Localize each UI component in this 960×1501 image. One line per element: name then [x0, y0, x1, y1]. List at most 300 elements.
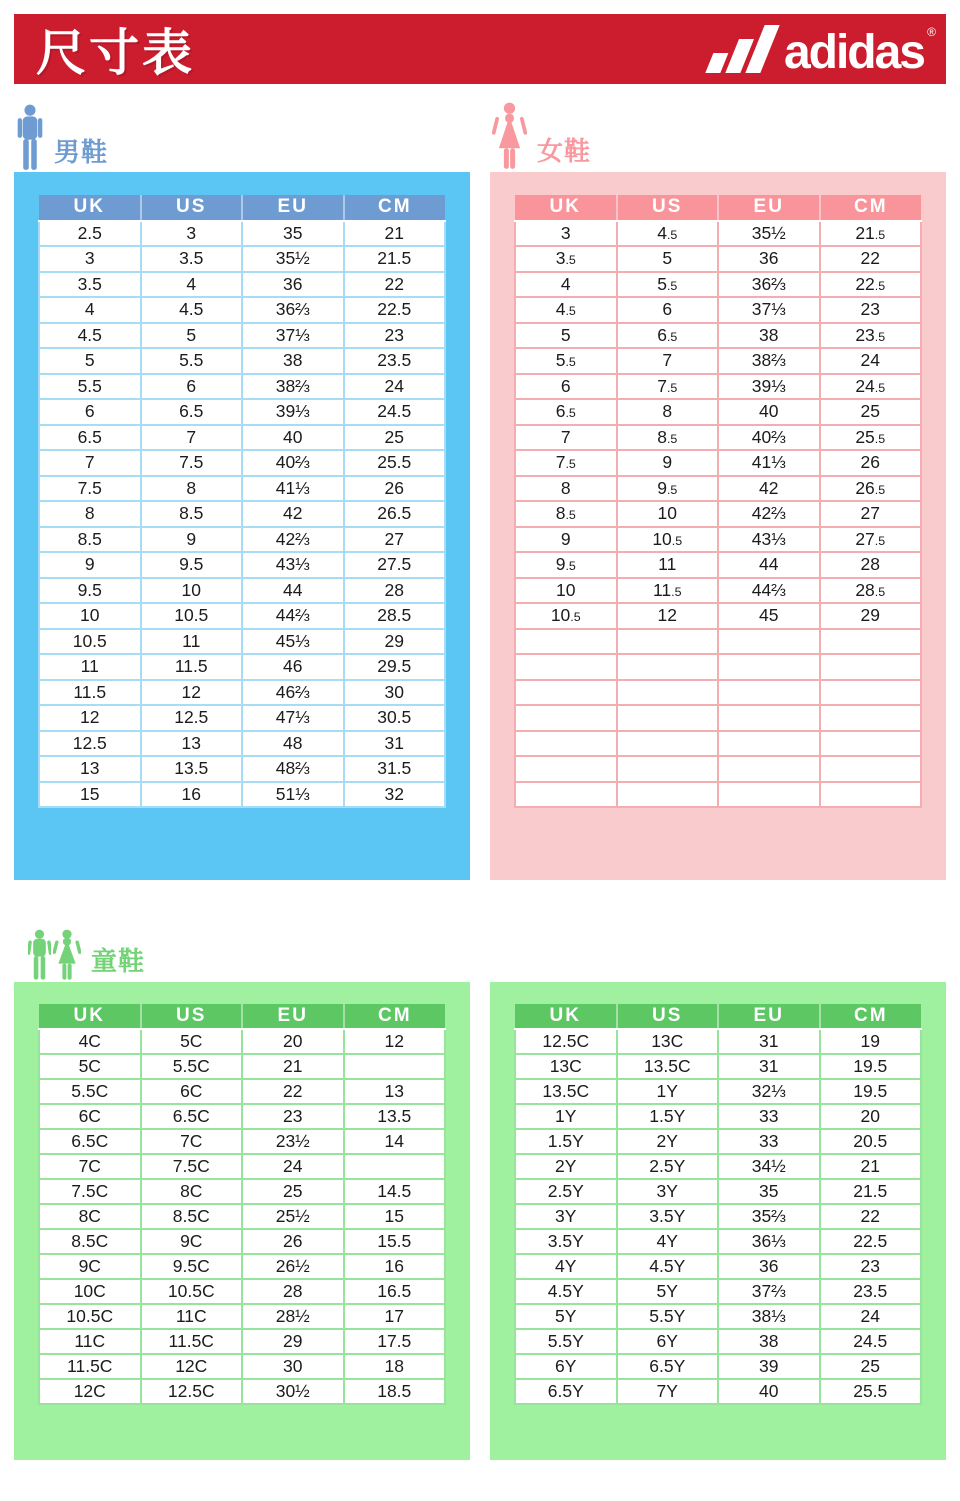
size-cell: 29	[820, 603, 922, 629]
size-cell: 25.5	[820, 1379, 922, 1404]
size-cell: 11	[39, 654, 141, 680]
size-cell: 26	[242, 1229, 344, 1254]
size-cell: 9.5	[39, 578, 141, 604]
size-row	[515, 297, 921, 323]
size-cell: 4.5	[141, 297, 243, 323]
column-header-uk: UK	[515, 1004, 617, 1029]
size-cell: 26.5	[344, 501, 446, 527]
size-cell: 30	[344, 680, 446, 706]
size-cell: 42	[242, 501, 344, 527]
empty-cell	[344, 1154, 446, 1179]
size-cell: 40	[718, 399, 820, 425]
size-cell: 35½	[242, 246, 344, 272]
size-row	[39, 1029, 445, 1054]
size-cell: 5.5	[141, 348, 243, 374]
size-cell: 5Y	[515, 1304, 617, 1329]
size-cell: 13.5C	[617, 1054, 719, 1079]
size-cell: 7	[39, 450, 141, 476]
size-cell: 17	[344, 1304, 446, 1329]
size-row	[39, 578, 445, 604]
size-cell: 39	[718, 1354, 820, 1379]
size-cell: 3.5Y	[617, 1204, 719, 1229]
size-cell: 10.5	[141, 603, 243, 629]
empty-cell	[617, 782, 719, 808]
size-cell: 42	[718, 476, 820, 502]
size-cell: 22	[344, 272, 446, 298]
size-cell: 17.5	[344, 1329, 446, 1354]
size-cell: 11C	[39, 1329, 141, 1354]
size-cell: 35⅔	[718, 1204, 820, 1229]
size-cell: 6.5C	[39, 1129, 141, 1154]
size-row	[39, 501, 445, 527]
size-row	[515, 1179, 921, 1204]
size-cell: 12C	[39, 1379, 141, 1404]
size-cell: 28	[820, 552, 922, 578]
size-cell: 14.5	[344, 1179, 446, 1204]
size-cell: 6.5	[515, 399, 617, 425]
size-cell: 15	[39, 782, 141, 808]
size-cell: 5.5	[515, 348, 617, 374]
size-cell: 23	[820, 1254, 922, 1279]
size-row	[515, 1304, 921, 1329]
size-row	[515, 1079, 921, 1104]
empty-row	[515, 680, 921, 706]
size-row	[39, 654, 445, 680]
size-cell: 15.5	[344, 1229, 446, 1254]
size-cell: 24	[820, 348, 922, 374]
size-cell: 6	[141, 374, 243, 400]
size-cell: 7.5C	[141, 1154, 243, 1179]
size-cell: 8.5	[515, 501, 617, 527]
empty-cell	[617, 680, 719, 706]
size-cell: 20.5	[820, 1129, 922, 1154]
size-cell: 18.5	[344, 1379, 446, 1404]
size-row	[39, 399, 445, 425]
size-cell: 13.5C	[515, 1079, 617, 1104]
size-cell: 12.5C	[141, 1379, 243, 1404]
size-cell: 40	[718, 1379, 820, 1404]
kids-size-table-left	[38, 1004, 446, 1405]
empty-cell	[617, 705, 719, 731]
size-cell: 36⅔	[242, 297, 344, 323]
size-cell: 3	[141, 221, 243, 247]
empty-cell	[617, 654, 719, 680]
size-cell: 38⅔	[242, 374, 344, 400]
size-row	[515, 1329, 921, 1354]
size-row	[515, 1354, 921, 1379]
size-row	[515, 1054, 921, 1079]
size-cell: 46	[242, 654, 344, 680]
size-cell: 43⅓	[242, 552, 344, 578]
size-cell: 12.5C	[515, 1029, 617, 1054]
size-row	[39, 1054, 445, 1079]
size-cell: 5C	[39, 1054, 141, 1079]
size-cell: 13C	[617, 1029, 719, 1054]
size-cell: 3.5	[39, 272, 141, 298]
size-row	[39, 323, 445, 349]
size-cell: 5.5	[617, 272, 719, 298]
column-header-us: US	[617, 1004, 719, 1029]
adidas-stripes-icon	[705, 25, 779, 73]
size-cell: 24.5	[344, 399, 446, 425]
size-row	[39, 221, 445, 247]
size-cell: 46⅔	[242, 680, 344, 706]
size-cell: 11.5	[141, 654, 243, 680]
size-cell: 27	[820, 501, 922, 527]
size-cell: 22.5	[344, 297, 446, 323]
size-cell: 9.5	[617, 476, 719, 502]
size-cell: 1.5Y	[515, 1129, 617, 1154]
size-row	[515, 425, 921, 451]
size-cell: 7	[617, 348, 719, 374]
size-cell: 33	[718, 1104, 820, 1129]
size-cell: 3	[515, 221, 617, 247]
size-cell: 5.5Y	[617, 1304, 719, 1329]
size-cell: 45⅓	[242, 629, 344, 655]
size-row	[515, 1129, 921, 1154]
size-cell: 23	[820, 297, 922, 323]
size-cell: 16	[141, 782, 243, 808]
adidas-wordmark-wrap	[783, 24, 936, 79]
size-cell: 35½	[718, 221, 820, 247]
size-cell: 1.5Y	[617, 1104, 719, 1129]
empty-cell	[515, 629, 617, 655]
size-cell: 38⅔	[718, 348, 820, 374]
size-cell: 8.5	[141, 501, 243, 527]
column-header-us: US	[617, 195, 719, 221]
size-cell: 15	[344, 1204, 446, 1229]
size-cell: 31	[718, 1029, 820, 1054]
size-cell: 22	[820, 246, 922, 272]
size-row	[39, 552, 445, 578]
size-cell: 1Y	[617, 1079, 719, 1104]
empty-cell	[820, 654, 922, 680]
size-cell: 25	[820, 399, 922, 425]
size-row	[515, 501, 921, 527]
size-cell: 13.5	[344, 1104, 446, 1129]
kids-icon	[28, 929, 81, 982]
empty-cell	[515, 705, 617, 731]
size-cell: 8	[617, 399, 719, 425]
header-row	[39, 1004, 445, 1029]
size-cell: 23	[344, 323, 446, 349]
size-row	[39, 1279, 445, 1304]
size-cell: 8.5	[39, 527, 141, 553]
size-cell: 21.5	[820, 1179, 922, 1204]
size-cell: 27.5	[820, 527, 922, 553]
kids-section-header	[28, 929, 145, 982]
size-cell: 4Y	[617, 1229, 719, 1254]
size-cell: 40⅔	[242, 450, 344, 476]
man-icon	[16, 104, 44, 173]
adidas-wordmark: adidas	[783, 25, 924, 79]
size-cell: 9C	[141, 1229, 243, 1254]
column-header-eu: EU	[242, 195, 344, 221]
size-row	[515, 374, 921, 400]
size-row	[39, 297, 445, 323]
empty-cell	[820, 629, 922, 655]
empty-cell	[820, 680, 922, 706]
size-cell: 21	[820, 1154, 922, 1179]
empty-row	[515, 756, 921, 782]
empty-row	[515, 731, 921, 757]
size-cell: 48⅔	[242, 756, 344, 782]
women-size-table	[514, 195, 922, 808]
size-cell: 4	[515, 272, 617, 298]
column-header-uk: UK	[39, 1004, 141, 1029]
size-cell: 38⅓	[718, 1304, 820, 1329]
size-cell: 12C	[141, 1354, 243, 1379]
size-cell: 5	[141, 323, 243, 349]
size-row	[39, 782, 445, 808]
size-cell: 7.5C	[39, 1179, 141, 1204]
size-row	[515, 272, 921, 298]
kids-size-table-right	[514, 1004, 922, 1405]
size-cell: 6.5	[39, 425, 141, 451]
size-cell: 7Y	[617, 1379, 719, 1404]
size-row	[515, 1204, 921, 1229]
size-row	[515, 399, 921, 425]
size-cell: 22	[242, 1079, 344, 1104]
size-cell: 40	[242, 425, 344, 451]
size-cell: 29.5	[344, 654, 446, 680]
size-cell: 5	[39, 348, 141, 374]
size-row	[515, 221, 921, 247]
size-cell: 4.5	[617, 221, 719, 247]
size-cell: 32⅓	[718, 1079, 820, 1104]
size-cell: 40⅔	[718, 425, 820, 451]
size-cell: 12	[344, 1029, 446, 1054]
size-cell: 5Y	[617, 1279, 719, 1304]
size-cell: 21.5	[344, 246, 446, 272]
size-cell: 30.5	[344, 705, 446, 731]
column-header-eu: EU	[718, 195, 820, 221]
size-row	[515, 348, 921, 374]
size-cell: 33	[718, 1129, 820, 1154]
size-cell: 14	[344, 1129, 446, 1154]
size-cell: 13	[141, 731, 243, 757]
size-cell: 24	[820, 1304, 922, 1329]
size-cell: 37⅓	[718, 297, 820, 323]
size-cell: 28½	[242, 1304, 344, 1329]
size-row	[39, 1179, 445, 1204]
header-row	[515, 1004, 921, 1029]
size-cell: 21.5	[820, 221, 922, 247]
size-row	[39, 476, 445, 502]
size-row	[39, 1079, 445, 1104]
size-cell: 38	[242, 348, 344, 374]
size-cell: 42⅔	[718, 501, 820, 527]
size-cell: 11.5	[617, 578, 719, 604]
size-cell: 37⅓	[242, 323, 344, 349]
size-row	[515, 450, 921, 476]
size-cell: 30	[242, 1354, 344, 1379]
size-cell: 31	[344, 731, 446, 757]
size-cell: 3	[39, 246, 141, 272]
men-table-panel	[14, 172, 470, 880]
size-cell: 4	[39, 297, 141, 323]
empty-row	[515, 782, 921, 808]
size-row	[39, 272, 445, 298]
size-cell: 43⅓	[718, 527, 820, 553]
column-header-uk: UK	[515, 195, 617, 221]
women-section-header	[492, 102, 591, 172]
size-cell: 7.5	[515, 450, 617, 476]
size-cell: 13	[344, 1079, 446, 1104]
size-cell: 7.5	[141, 450, 243, 476]
size-cell: 26	[820, 450, 922, 476]
size-cell: 39⅓	[718, 374, 820, 400]
size-cell: 6	[39, 399, 141, 425]
size-cell: 28	[344, 578, 446, 604]
size-cell: 4	[141, 272, 243, 298]
size-cell: 11	[617, 552, 719, 578]
size-row	[515, 1379, 921, 1404]
size-cell: 25.5	[344, 450, 446, 476]
size-cell: 23.5	[344, 348, 446, 374]
size-cell: 10	[515, 578, 617, 604]
size-cell: 4.5Y	[515, 1279, 617, 1304]
size-cell: 8.5	[617, 425, 719, 451]
boy-icon	[28, 929, 51, 982]
size-cell: 11.5C	[39, 1354, 141, 1379]
size-cell: 1Y	[515, 1104, 617, 1129]
size-row	[39, 629, 445, 655]
size-cell: 6C	[39, 1104, 141, 1129]
empty-cell	[515, 756, 617, 782]
size-cell: 4.5Y	[617, 1254, 719, 1279]
header-row	[515, 195, 921, 221]
adidas-logo	[715, 23, 936, 79]
size-cell: 5.5Y	[515, 1329, 617, 1354]
size-cell: 8C	[141, 1179, 243, 1204]
column-header-us: US	[141, 1004, 243, 1029]
size-cell: 10.5C	[141, 1279, 243, 1304]
size-cell: 18	[344, 1354, 446, 1379]
size-cell: 41⅓	[718, 450, 820, 476]
size-cell: 9	[39, 552, 141, 578]
size-cell: 27	[344, 527, 446, 553]
size-cell: 29	[242, 1329, 344, 1354]
girl-icon	[53, 929, 81, 982]
size-cell: 36⅔	[718, 272, 820, 298]
empty-cell	[515, 654, 617, 680]
size-cell: 4C	[39, 1029, 141, 1054]
header-row	[39, 195, 445, 221]
size-cell: 5	[617, 246, 719, 272]
size-cell: 2Y	[515, 1154, 617, 1179]
size-row	[515, 1279, 921, 1304]
column-header-cm: CM	[820, 195, 922, 221]
column-header-eu: EU	[718, 1004, 820, 1029]
size-cell: 13.5	[141, 756, 243, 782]
size-cell: 4.5	[515, 297, 617, 323]
size-cell: 10.5	[617, 527, 719, 553]
size-row	[39, 348, 445, 374]
empty-cell	[344, 1054, 446, 1079]
column-header-us: US	[141, 195, 243, 221]
size-cell: 11.5C	[141, 1329, 243, 1354]
size-row	[515, 603, 921, 629]
size-cell: 10	[39, 603, 141, 629]
empty-cell	[515, 731, 617, 757]
size-cell: 41⅓	[242, 476, 344, 502]
size-cell: 6.5	[617, 323, 719, 349]
women-table-panel	[490, 172, 946, 880]
size-cell: 10.5	[515, 603, 617, 629]
size-cell: 27.5	[344, 552, 446, 578]
size-cell: 22	[820, 1204, 922, 1229]
size-cell: 10	[617, 501, 719, 527]
size-cell: 2.5	[39, 221, 141, 247]
size-cell: 44	[718, 552, 820, 578]
empty-cell	[718, 680, 820, 706]
size-cell: 21	[344, 221, 446, 247]
size-row	[39, 1104, 445, 1129]
size-cell: 22.5	[820, 272, 922, 298]
size-row	[515, 1154, 921, 1179]
size-cell: 5.5C	[39, 1079, 141, 1104]
size-cell: 42⅔	[242, 527, 344, 553]
size-row	[515, 578, 921, 604]
size-cell: 6.5Y	[515, 1379, 617, 1404]
size-cell: 23.5	[820, 1279, 922, 1304]
empty-cell	[718, 782, 820, 808]
size-cell: 9.5	[141, 552, 243, 578]
size-cell: 47⅓	[242, 705, 344, 731]
size-cell: 7C	[39, 1154, 141, 1179]
size-cell: 24.5	[820, 374, 922, 400]
size-cell: 9C	[39, 1254, 141, 1279]
size-row	[515, 1229, 921, 1254]
empty-cell	[617, 731, 719, 757]
size-cell: 2.5Y	[617, 1154, 719, 1179]
registered-mark: ®	[927, 24, 936, 39]
size-cell: 51⅓	[242, 782, 344, 808]
size-cell: 38	[718, 1329, 820, 1354]
size-cell: 8.5C	[141, 1204, 243, 1229]
size-cell: 25	[820, 1354, 922, 1379]
size-cell: 6.5C	[141, 1104, 243, 1129]
size-cell: 25	[344, 425, 446, 451]
size-row	[515, 1029, 921, 1054]
size-row	[39, 1254, 445, 1279]
empty-cell	[820, 705, 922, 731]
size-row	[39, 1129, 445, 1154]
size-cell: 36⅓	[718, 1229, 820, 1254]
empty-cell	[718, 756, 820, 782]
size-cell: 11.5	[39, 680, 141, 706]
size-row	[39, 680, 445, 706]
size-cell: 26	[344, 476, 446, 502]
empty-cell	[718, 705, 820, 731]
size-cell: 48	[242, 731, 344, 757]
size-cell: 5	[515, 323, 617, 349]
size-cell: 29	[344, 629, 446, 655]
size-cell: 3.5	[515, 246, 617, 272]
column-header-cm: CM	[820, 1004, 922, 1029]
size-cell: 21	[242, 1054, 344, 1079]
size-cell: 30½	[242, 1379, 344, 1404]
size-cell: 28.5	[820, 578, 922, 604]
size-cell: 20	[820, 1104, 922, 1129]
men-section-label: 男鞋	[54, 137, 109, 167]
size-cell: 6.5Y	[617, 1354, 719, 1379]
size-row	[39, 1379, 445, 1404]
size-cell: 2.5Y	[515, 1179, 617, 1204]
size-cell: 39⅓	[242, 399, 344, 425]
empty-cell	[820, 756, 922, 782]
